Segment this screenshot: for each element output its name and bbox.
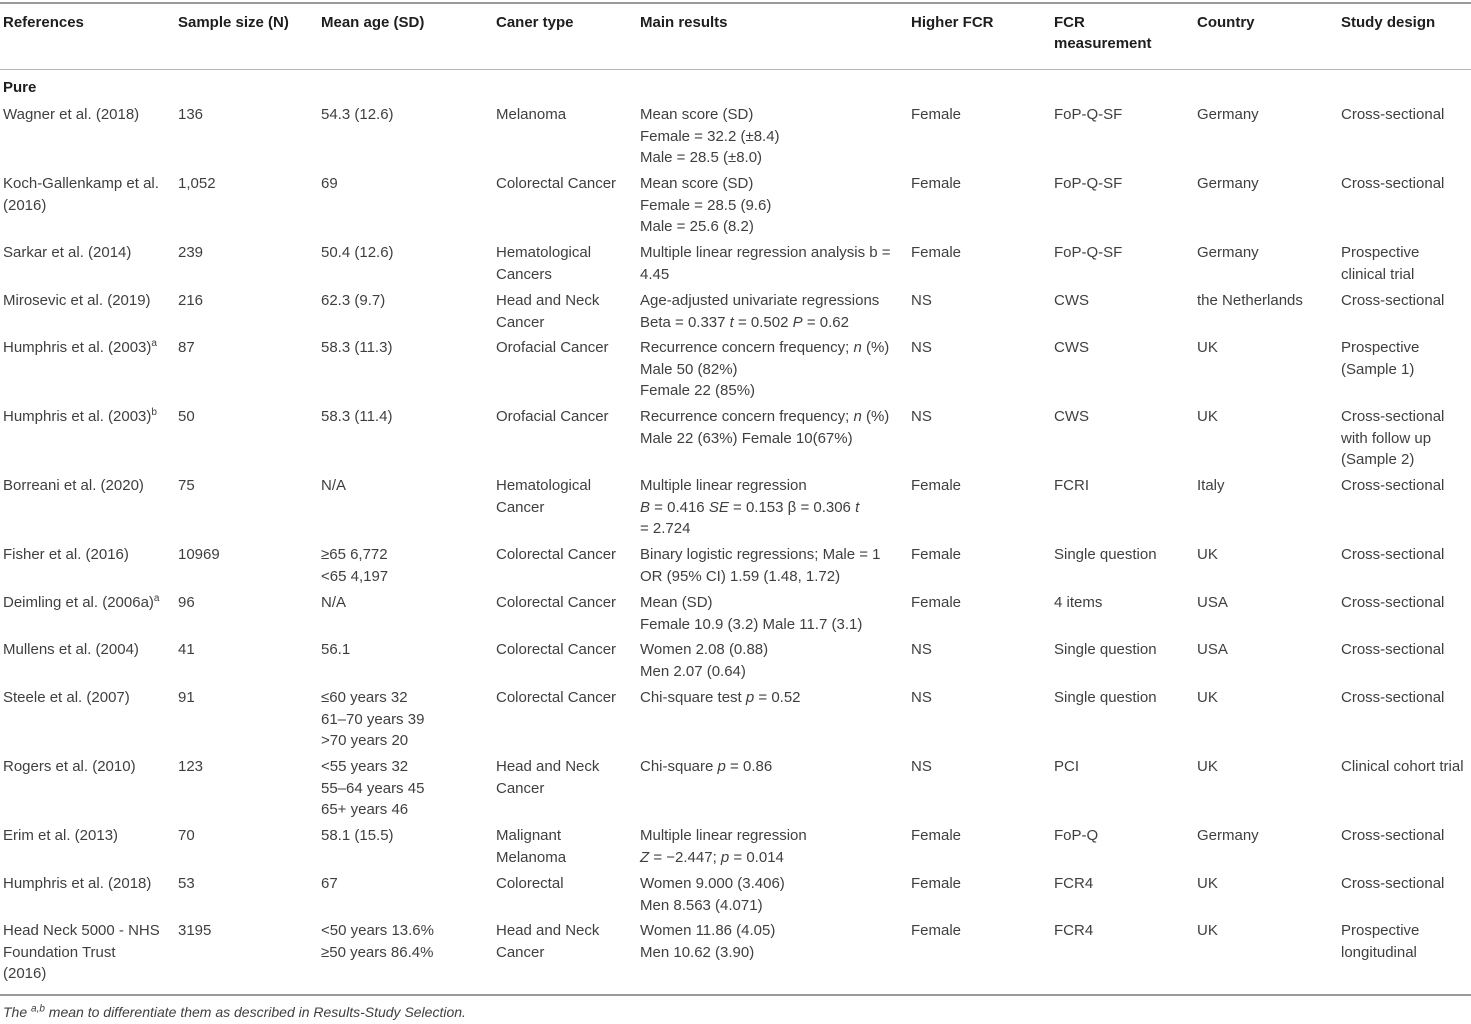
cell-main-results: Chi-square p = 0.86 (640, 758, 773, 775)
cell-fcr-measurement: CWS (1054, 339, 1089, 356)
cell-main-results: Multiple linear regression analysis b = 4.45 (640, 244, 891, 283)
cell-cancer-type: Head and Neck Cancer (496, 922, 600, 961)
cell-mean-age: 69 (321, 175, 338, 192)
cell-higher-fcr: Female (911, 546, 962, 563)
cell-fcr-measurement: FCR4 (1054, 875, 1094, 892)
cell-main-results: Women 11.86 (4.05) Men 10.62 (3.90) (640, 922, 776, 961)
cell-reference: Mirosevic et al. (2019) (3, 292, 151, 309)
cell-mean-age: <55 years 32 55–64 years 45 65+ years 46 (321, 758, 425, 818)
section-label: Pure (3, 79, 37, 96)
cell-reference: Fisher et al. (2016) (3, 546, 129, 563)
cell-country: Germany (1197, 827, 1259, 844)
cell-main-results: Binary logistic regressions; Male = 1 OR (95% CI) 1.59 (1.48, 1.72) (640, 546, 881, 585)
cell-cancer-type: Melanoma (496, 106, 567, 123)
cell-cancer-type: Head and Neck Cancer (496, 292, 600, 331)
cell-study-design: Clinical cohort trial (1341, 758, 1464, 775)
cell-fcr-measurement: FoP-Q (1054, 827, 1099, 844)
cell-reference: Humphris et al. (2018) (3, 875, 152, 892)
cell-country: UK (1197, 339, 1218, 356)
cell-reference: Erim et al. (2013) (3, 827, 119, 844)
cell-study-design: Cross-sectional (1341, 477, 1445, 494)
cell-mean-age: 62.3 (9.7) (321, 292, 386, 309)
cell-sample-size: 3195 (178, 922, 212, 939)
header-sample-size: Sample size (N) (178, 14, 289, 31)
cell-reference: Wagner et al. (2018) (3, 106, 140, 123)
cell-main-results: Chi-square test p = 0.52 (640, 689, 801, 706)
cell-fcr-measurement: FoP-Q-SF (1054, 244, 1123, 261)
cell-fcr-measurement: CWS (1054, 292, 1089, 309)
cell-reference: Humphris et al. $(2003)^a$ (3, 338, 157, 356)
cell-mean-age: 58.3 (11.4) (321, 408, 393, 425)
cell-mean-age: 54.3 (12.6) (321, 106, 394, 123)
cell-reference: Sarkar et al. (2014) (3, 244, 132, 261)
header-fcr-measurement: FCR measurement (1054, 14, 1152, 52)
cell-country: Germany (1197, 244, 1259, 261)
cell-country: UK (1197, 546, 1218, 563)
cell-higher-fcr: Female (911, 875, 962, 892)
cell-fcr-measurement: PCI (1054, 758, 1080, 775)
cell-sample-size: 216 (178, 292, 204, 309)
cell-sample-size: 53 (178, 875, 195, 892)
cell-sample-size: 75 (178, 477, 195, 494)
cell-sample-size: 70 (178, 827, 195, 844)
table-bottom-rule (0, 994, 1471, 996)
header-study-design: Study design (1341, 14, 1436, 31)
cell-country: Germany (1197, 175, 1259, 192)
cell-country: Germany (1197, 106, 1259, 123)
cell-mean-age: 50.4 (12.6) (321, 244, 394, 261)
cell-country: UK (1197, 922, 1218, 939)
cell-country: Italy (1197, 477, 1225, 494)
cell-study-design: Cross-sectional (1341, 292, 1445, 309)
cell-fcr-measurement: 4 items (1054, 594, 1103, 611)
cell-country: the Netherlands (1197, 292, 1303, 309)
header-cancer-type: Caner type (496, 14, 574, 31)
cell-sample-size: 1,052 (178, 175, 216, 192)
cell-reference: Humphris et al. $(2003)^b$ (3, 407, 157, 425)
cell-country: USA (1197, 594, 1228, 611)
cell-mean-age: 58.1 (15.5) (321, 827, 394, 844)
cell-cancer-type: Hematological Cancers (496, 244, 592, 283)
cell-sample-size: 239 (178, 244, 204, 261)
cell-sample-size: 123 (178, 758, 204, 775)
cell-main-results: Multiple linear regression Z = −2.447; p = 0.014 (640, 827, 807, 866)
cell-sample-size: 96 (178, 594, 195, 611)
cell-higher-fcr: NS (911, 641, 932, 658)
cell-reference: Steele et al. (2007) (3, 689, 130, 706)
cell-cancer-type: Colorectal Cancer (496, 175, 617, 192)
cell-country: USA (1197, 641, 1228, 658)
cell-fcr-measurement: CWS (1054, 408, 1089, 425)
cell-higher-fcr: NS (911, 758, 932, 775)
cell-sample-size: 10969 (178, 546, 220, 563)
cell-main-results: Women 9.000 (3.406) Men 8.563 (4.071) (640, 875, 785, 914)
cell-reference: Koch-Gallenkamp et al. (2016) (3, 175, 159, 214)
cell-higher-fcr: NS (911, 689, 932, 706)
footnote-post: mean to differentiate them as described in Results-Study Selection. (44, 1004, 466, 1020)
cell-study-design: Prospective (Sample 1) (1341, 339, 1420, 378)
footnote-pre: The (3, 1004, 32, 1020)
cell-cancer-type: Hematological Cancer (496, 477, 592, 516)
cell-mean-age: 56.1 (321, 641, 351, 658)
header-country: Country (1197, 14, 1255, 31)
cell-fcr-measurement: FCRI (1054, 477, 1089, 494)
header-main-results: Main results (640, 14, 728, 31)
cell-study-design: Cross-sectional (1341, 689, 1445, 706)
cell-sample-size: 87 (178, 339, 195, 356)
cell-country: UK (1197, 758, 1218, 775)
cell-cancer-type: Malignant Melanoma (496, 827, 567, 866)
cell-cancer-type: Head and Neck Cancer (496, 758, 600, 797)
cell-sample-size: 136 (178, 106, 204, 123)
cell-study-design: Cross-sectional (1341, 594, 1445, 611)
cell-study-design: Cross-sectional (1341, 106, 1445, 123)
cell-main-results: Mean score (SD) Female = 32.2 (±8.4) Male = 28.5 (±8.0) (640, 106, 780, 166)
footnote-sup: a,b (31, 1003, 45, 1015)
cell-main-results: Mean (SD) Female 10.9 (3.2) Male 11.7 (3.1) (640, 594, 863, 633)
cell-higher-fcr: Female (911, 594, 962, 611)
cell-reference: Mullens et al. (2004) (3, 641, 139, 658)
cell-country: UK (1197, 408, 1218, 425)
cell-fcr-measurement: FoP-Q-SF (1054, 175, 1123, 192)
cell-study-design: Cross-sectional (1341, 546, 1445, 563)
cell-mean-age: ≥65 6,772 <65 4,197 (321, 546, 389, 585)
cell-main-results: Multiple linear regression B = 0.416 SE = 0.153 β = 0.306 t = 2.724 (640, 477, 860, 537)
cell-higher-fcr: NS (911, 292, 932, 309)
cell-cancer-type: Colorectal Cancer (496, 594, 617, 611)
cell-reference: Rogers et al. (2010) (3, 758, 136, 775)
cell-higher-fcr: Female (911, 827, 962, 844)
cell-country: UK (1197, 875, 1218, 892)
cell-study-design: Prospective longitudinal (1341, 922, 1420, 961)
cell-study-design: Cross-sectional (1341, 641, 1445, 658)
cell-fcr-measurement: Single question (1054, 689, 1157, 706)
header-references: References (3, 14, 84, 31)
cell-main-results: Recurrence concern frequency; n (%) Male 50 (82%) Female 22 (85%) (640, 339, 890, 399)
cell-fcr-measurement: FCR4 (1054, 922, 1094, 939)
cell-cancer-type: Colorectal Cancer (496, 641, 617, 658)
cell-higher-fcr: NS (911, 339, 932, 356)
cell-study-design: Cross-sectional (1341, 875, 1445, 892)
cell-mean-age: 58.3 (11.3) (321, 339, 393, 356)
cell-reference: Borreani et al. (2020) (3, 477, 144, 494)
cell-country: UK (1197, 689, 1218, 706)
cell-fcr-measurement: Single question (1054, 546, 1157, 563)
cell-reference: Head Neck 5000 - NHS Foundation Trust (2016) (3, 922, 160, 982)
cell-mean-age: <50 years 13.6% ≥50 years 86.4% (321, 922, 434, 961)
cell-mean-age: 67 (321, 875, 338, 892)
cell-sample-size: 50 (178, 408, 195, 425)
cell-mean-age: N/A (321, 477, 347, 494)
cell-cancer-type: Colorectal (496, 875, 564, 892)
cell-cancer-type: Orofacial Cancer (496, 408, 609, 425)
cell-main-results: Recurrence concern frequency; n (%) Male 22 (63%) Female 10(67%) (640, 408, 890, 447)
cell-mean-age: N/A (321, 594, 347, 611)
cell-main-results: Mean score (SD) Female = 28.5 (9.6) Male = 25.6 (8.2) (640, 175, 772, 235)
cell-reference: Deimling et al. $(2006a)^a$ (3, 593, 160, 611)
cell-higher-fcr: Female (911, 175, 962, 192)
cell-study-design: Cross-sectional with follow up (Sample 2) (1341, 408, 1445, 468)
header-higher-fcr: Higher FCR (911, 14, 994, 31)
cell-higher-fcr: Female (911, 477, 962, 494)
header-mean-age: Mean age (SD) (321, 14, 425, 31)
cell-cancer-type: Colorectal Cancer (496, 546, 617, 563)
cell-study-design: Cross-sectional (1341, 827, 1445, 844)
cell-fcr-measurement: FoP-Q-SF (1054, 106, 1123, 123)
cell-higher-fcr: Female (911, 922, 962, 939)
cell-cancer-type: Colorectal Cancer (496, 689, 617, 706)
cell-mean-age: ≤60 years 32 61–70 years 39 >70 years 20 (321, 689, 425, 749)
cell-main-results: Women 2.08 (0.88) Men 2.07 (0.64) (640, 641, 769, 680)
cell-fcr-measurement: Single question (1054, 641, 1157, 658)
cell-study-design: Cross-sectional (1341, 175, 1445, 192)
cell-sample-size: 41 (178, 641, 195, 658)
cell-main-results: Age-adjusted univariate regressions Beta = 0.337 t = 0.502 P = 0.62 (640, 292, 880, 331)
cell-higher-fcr: Female (911, 244, 962, 261)
cell-higher-fcr: Female (911, 106, 962, 123)
footnote (3, 1004, 466, 1020)
cell-higher-fcr: NS (911, 408, 932, 425)
cell-cancer-type: Orofacial Cancer (496, 339, 609, 356)
cell-study-design: Prospective clinical trial (1341, 244, 1420, 283)
cell-sample-size: 91 (178, 689, 195, 706)
